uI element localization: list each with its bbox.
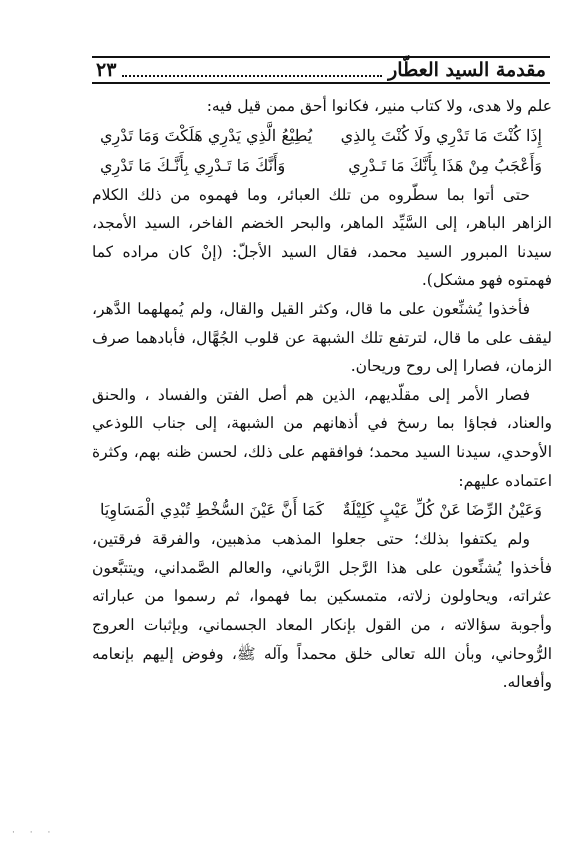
page-body bbox=[92, 92, 552, 697]
hemistich-left: كَمَا أَنَّ عَيْنَ السُّخْطِ تُبْدِي الْمَسَاوِيَا bbox=[100, 500, 325, 520]
dotted-leader bbox=[122, 63, 382, 77]
paragraph: فصار الأمر إلى مقلّديهم، الذين هم أصل الفتن والفساد ، والحنق والعناد، فجاؤا بما رسخ في أذهانهم من الشبهة، إلى جناب اللوذعي الأوحدي، سيدنا السيد محمد؛ فوافقهم على ذلك، لحسن ظنه بهم، وكثرة اعتماده عليهم: bbox=[92, 385, 552, 490]
paragraph: فأخذوا يُشنِّعون على ما قال، وكثر القيل والقال، ولم يُمهلهما الدَّهر، ليقف على ما قال، لترتفع تلك الشبهة عن قلوب الجُهَّال، فأبادهما صرف الزمان، فصارا إلى روح وريحان. bbox=[92, 299, 552, 376]
paragraph: حتى أتوا بما سطّروه من تلك العبائر، وما فهموه من ذلك الكلام الزاهر الباهر، إلى السَّيِّد الماهر، والبحر الخضم الفاخر، السيد الأمجد، سيدنا المبرور السيد محمد، فقال السيد الأجلّ: (إنْ كان مراده كما فهمتوه فهو مشكل). bbox=[92, 185, 552, 290]
running-title: مقدمة السيد العطّار bbox=[388, 59, 546, 81]
verse-line bbox=[92, 151, 552, 181]
verse-line bbox=[92, 495, 552, 525]
scan-artifact: · · · bbox=[12, 828, 57, 838]
page-header bbox=[92, 56, 550, 84]
hemistich-right: إِذَا كُنْتَ مَا تَدْرِي ولَا كُنْتَ بِالذِي bbox=[340, 125, 542, 145]
hemistich-right: وَعَيْنُ الرِّضَا عَنْ كُلِّ عَيْبٍ كَلِيْلَةٌ bbox=[342, 500, 542, 520]
hemistich-right: وَأَعْجَبُ مِنْ هَذَا بِأَنَّكَ مَا تَـدْرِي bbox=[348, 155, 542, 175]
verse-line bbox=[92, 121, 552, 151]
intro-line: علم ولا هدى، ولا كتاب منير، فكانوا أحق ممن قيل فيه: bbox=[206, 97, 552, 115]
paragraph: ولم يكتفوا بذلك؛ حتى جعلوا المذهب مذهبين، والفرقة فرقتين، فأخذوا يُشنِّعون على هذا الرَّجل الرَّباني، والعالم الصَّمداني، ويتتبَّعون عثراته، ويحاولون زلاته، متمسكين بما فهموا، ثم رسموا من عباراته وأجوبة سؤالاته ، من القول بإنكار المعاد الجسماني، وبإثبات العروج الرُّوحاني، وبأن الله تعالى خلق محمداً وآله ﷺ، وفوض إليهم بإنعامه وأفعاله. bbox=[92, 530, 552, 692]
page-number: ٢٣ bbox=[96, 59, 117, 81]
hemistich-left: وَأَنَّكَ مَا تَـدْرِي بِأَنَّـكَ مَا تَدْرِي bbox=[100, 155, 286, 175]
hemistich-left: يُطِيْعُ الَّذِي يَدْرِي هَلَكْتَ وَمَا تَدْرِي bbox=[100, 125, 313, 145]
